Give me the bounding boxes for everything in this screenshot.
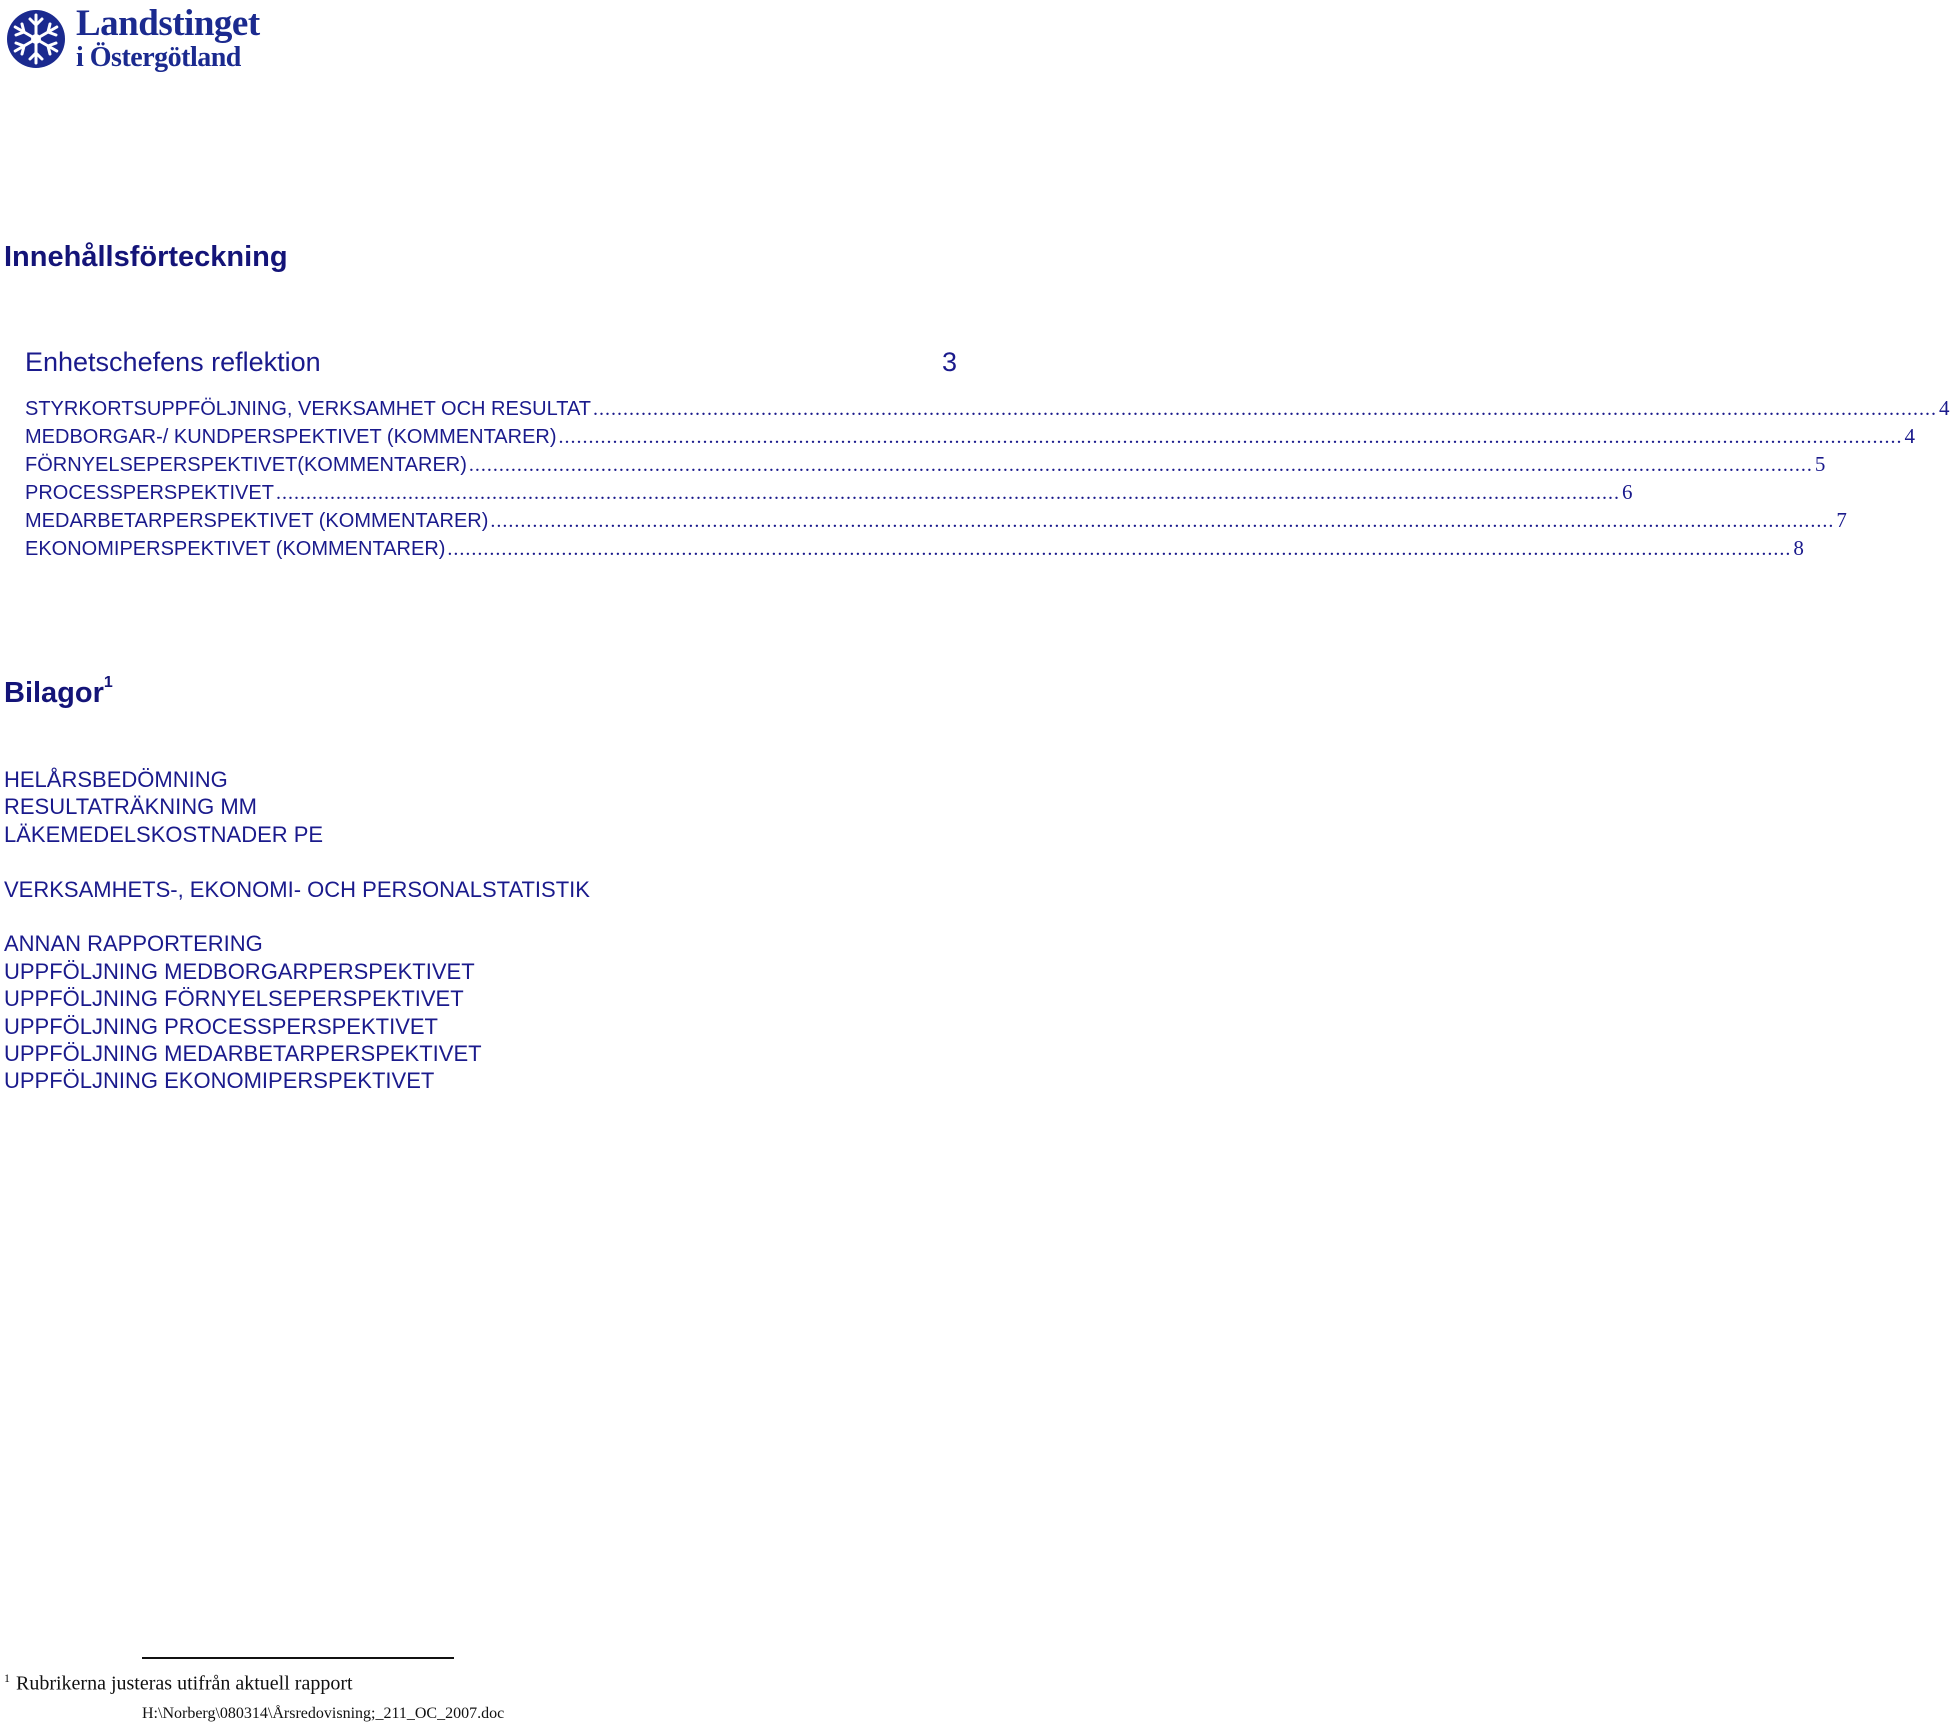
toc-entry-label: PROCESSPERSPEKTIVET <box>25 482 274 504</box>
logo-region: i Östergötland <box>76 42 241 73</box>
snowflake-emblem-icon <box>4 7 68 71</box>
footnote-reference[interactable]: 1 <box>103 674 113 692</box>
toc-entry[interactable] <box>25 424 1916 452</box>
bilagor-heading-text: Bilagor <box>4 677 104 709</box>
toc-entry-page: 5 <box>1814 452 1826 476</box>
list-spacer <box>4 903 590 930</box>
organization-logo <box>4 2 260 76</box>
toc-entry[interactable] <box>25 452 1826 480</box>
toc-entry-page: 4 <box>1904 424 1916 448</box>
toc-leader: ................................................................................................................................................................................................................................ <box>447 538 1792 560</box>
attachment-item: UPPFÖLJNING EKONOMIPERSPEKTIVET <box>4 1068 435 1094</box>
bilagor-heading <box>4 674 113 710</box>
attachment-item: ANNAN RAPPORTERING <box>4 931 263 957</box>
toc-main-entry-page: 3 <box>941 347 957 377</box>
attachment-item: VERKSAMHETS-, EKONOMI- OCH PERSONALSTATISTIK <box>4 876 590 902</box>
toc-main-entry-label: Enhetschefens reflektion <box>25 347 321 377</box>
attachment-item: RESULTATRÄKNING MM <box>4 794 258 820</box>
toc-entry-page: 8 <box>1793 536 1804 560</box>
footnote-number: 1 <box>4 1671 10 1685</box>
document-path: H:\Norberg\080314\Årsredovisning;_211_OC_2007.doc <box>142 1705 505 1722</box>
toc-leader: ................................................................................................................................................................................................................................ <box>490 510 1835 532</box>
toc-entry-page: 6 <box>1621 480 1633 504</box>
toc-entry-label: FÖRNYELSEPERSPEKTIVET(KOMMENTARER) <box>25 454 467 476</box>
attachment-item: UPPFÖLJNING MEDBORGARPERSPEKTIVET <box>4 958 475 984</box>
toc-entry-label: MEDARBETARPERSPEKTIVET (KOMMENTARER) <box>25 510 489 532</box>
list-spacer <box>4 848 590 875</box>
toc-entry-label: EKONOMIPERSPEKTIVET (KOMMENTARER) <box>25 538 446 560</box>
toc-entry-page: 4 <box>1939 396 1950 420</box>
toc-entry[interactable] <box>25 480 1633 508</box>
attachment-item: HELÅRSBEDÖMNING <box>4 767 228 792</box>
attachment-item: UPPFÖLJNING PROCESSPERSPEKTIVET <box>4 1013 438 1039</box>
logo-name: Landstinget <box>76 3 260 44</box>
toc-leader: ................................................................................................................................................................................................................................ <box>468 454 1813 476</box>
footnote-separator <box>142 1657 454 1659</box>
toc-entry[interactable] <box>25 396 1950 424</box>
attachment-item: UPPFÖLJNING MEDARBETARPERSPEKTIVET <box>4 1040 482 1066</box>
toc-list <box>25 396 1950 564</box>
toc-entry[interactable] <box>25 536 1804 564</box>
attachment-list <box>4 766 590 1095</box>
attachment-item: LÄKEMEDELSKOSTNADER PE <box>4 821 324 847</box>
toc-leader: ................................................................................................................................................................................................................................ <box>593 398 1938 420</box>
toc-entry-label: MEDBORGAR-/ KUNDPERSPEKTIVET (KOMMENTARER) <box>25 426 557 448</box>
footnote-text: Rubrikerna justeras utifrån aktuell rapport <box>16 1672 353 1695</box>
toc-heading: Innehållsförteckning <box>4 241 288 273</box>
footnote <box>4 1671 353 1696</box>
toc-leader: ................................................................................................................................................................................................................................ <box>558 426 1903 448</box>
toc-leader: ................................................................................................................................................................................................................................ <box>275 482 1620 504</box>
attachment-item: UPPFÖLJNING FÖRNYELSEPERSPEKTIVET <box>4 986 464 1012</box>
toc-main-entry[interactable] <box>25 347 957 378</box>
toc-entry[interactable] <box>25 508 1847 536</box>
toc-entry-label: STYRKORTSUPPFÖLJNING, VERKSAMHET OCH RESULTAT <box>25 398 592 420</box>
toc-entry-page: 7 <box>1836 508 1847 532</box>
